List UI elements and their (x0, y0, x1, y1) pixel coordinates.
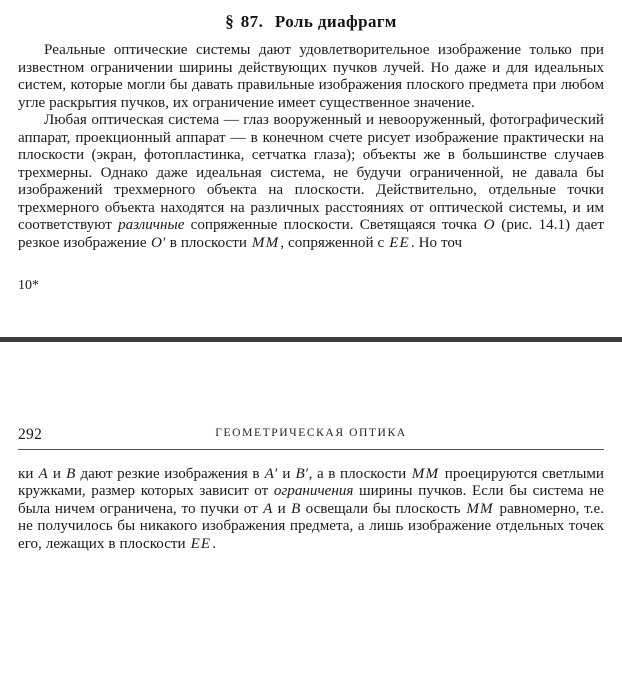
running-head (18, 426, 604, 446)
body-text: дают резкие изображения в (75, 465, 265, 482)
body-text: и (277, 465, 296, 482)
paragraph-1 (18, 42, 604, 112)
body-text: , сопряженной с (280, 235, 389, 252)
section-number: 87. (240, 12, 264, 31)
math-variable: O (483, 217, 495, 234)
body-text: равномерно, т.е. не получилось бы никакого изображения предмета, а лишь изображение отдельных точек его, лежащих в плоскости (18, 500, 604, 552)
section-title: Роль диафрагм (274, 12, 397, 31)
math-variable-pair: MM (466, 500, 494, 517)
math-variable: O′ (151, 235, 166, 252)
body-text: в плоскости (165, 235, 251, 252)
head-gap (0, 450, 622, 466)
top-text-column (18, 42, 604, 293)
paragraph-2 (18, 112, 604, 252)
folio-number: 292 (18, 425, 43, 443)
body-text: проецируются светлыми кружками, размер которых зависит от (18, 465, 604, 500)
math-variable-pair: MM (251, 235, 280, 252)
page-bottom (0, 426, 622, 554)
page-top (0, 0, 622, 337)
bottom-text-column (18, 466, 604, 554)
math-variable: B′ (295, 465, 309, 482)
body-text: ширины пучков. Если бы система не была ничем ограничена, то пучки от (18, 483, 604, 517)
section-symbol: § (225, 12, 235, 31)
emphasis-text: различные (118, 217, 185, 234)
body-text: и (48, 465, 66, 482)
math-variable-pair: MM (411, 465, 440, 482)
math-variable-pair: EE (389, 235, 410, 252)
math-variable-pair: EE (190, 535, 212, 552)
math-variable: A′ (264, 465, 278, 482)
body-text: освещали бы плоскость (300, 500, 466, 517)
body-text: . (212, 535, 216, 552)
body-text: Реальные оптические системы дают удовлетворительное изображение только при известном ограничении ширины действующих пучков лучей. Но даже и для идеальных систем, которые могли бы давать правильные изображения плоского предмета при любом угле раскрытия пучков, их ограничение имеет существенное значение. (18, 42, 604, 111)
running-head-title: ГЕОМЕТРИЧЕСКАЯ ОПТИКА (215, 425, 407, 439)
paragraph-3 (18, 466, 604, 554)
emphasis-text: ограничения (273, 483, 354, 500)
bottom-whitespace-top-page (0, 293, 622, 337)
top-whitespace-bottom-page (0, 342, 622, 426)
body-text: сопряженные плоскости. Светящаяся точка (184, 217, 484, 234)
section-heading (0, 0, 622, 42)
body-text: и (272, 500, 291, 517)
body-text: Любая оптическая система — глаз вооруженный и невооруженный, фотографический аппарат, проекционный аппарат — в конечном счете рисует изображение практически на плоскости (экран, фотопластинка, сетчатка глаза); объекты же в большинстве случаев трехмерны. Однако даже идеальная система, не будучи ограниченной, не давала бы изображений трехмерного объекта на плоскости. Действительно, отдельные точки трехмерного объекта находятся на различных расстояниях от оптической системы, и им соответствуют (18, 112, 604, 234)
math-variable: B (291, 500, 301, 517)
body-text: ки (18, 465, 39, 482)
body-text: , а в плоскости (308, 465, 411, 482)
body-text: . Но точ (410, 235, 463, 252)
math-variable: A (263, 500, 273, 517)
signature-mark: 10* (18, 277, 39, 293)
body-text: (рис. 14.1) дает резкое изображение (18, 217, 604, 252)
math-variable: A (38, 465, 48, 482)
math-variable: B (66, 465, 76, 482)
